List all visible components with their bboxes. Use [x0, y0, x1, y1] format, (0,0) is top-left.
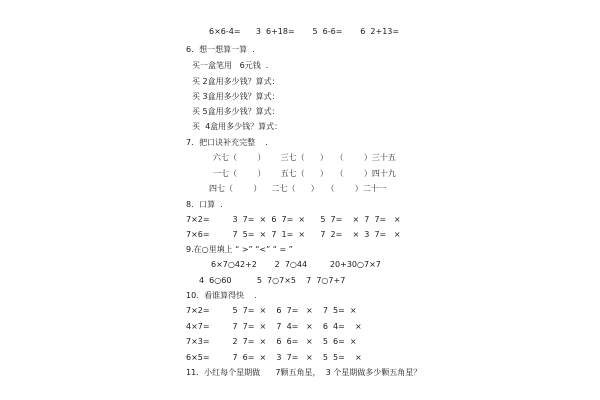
mental-calc-row-1: 7×2= 3 7= × 6 7= × 5 7= × 7 7= × [186, 215, 401, 224]
section-10-heading: 10．看谁算得快 . [186, 291, 257, 300]
problem-line-1: 买一盒笔用 6元钱 . [192, 61, 269, 70]
quick-calc-row-3: 7×3= 2 7= × 6 6= × 5 6= × [186, 337, 357, 346]
compare-row-1: 6×7○42+2 2 7○44 20+30○7×7 [211, 260, 381, 269]
quick-calc-row-2: 4×7= 7 7= × 7 4= × 6 4= × [186, 322, 362, 331]
section-7-heading: 7．把口诀补充完整 . [186, 138, 268, 147]
section-6-heading: 6．想一想算一算 . [186, 45, 255, 54]
problem-line-4: 买 5盒用多少钱？算式： [192, 107, 280, 116]
mental-calc-row-2: 7×6= 7 5= × 7 1= × 7 2= × 3 7= × [186, 230, 401, 239]
section-11-question: 11．小红每个星期做 7颗五角星， 3 个星期做多少颗五角星？ [186, 368, 422, 377]
problem-line-2: 买 2盒用多少钱？算式： [192, 77, 280, 86]
quick-calc-row-4: 6×5= 7 6= × 3 7= × 5 5= × [186, 353, 362, 362]
compare-row-2: 4 6○60 5 7○7×5 7 7○7+7 [199, 276, 346, 285]
problem-line-5: 买 4盒用多少钱？算式： [192, 122, 283, 131]
section-9-heading: 9.在○里填上 “ >” “<” “ = ” [186, 245, 293, 254]
rhyme-row-2: 一七（ ） 五七（ ） （ ）四十九 [213, 169, 396, 178]
calc-row-l1: 6×6-4= 3 6+18= 5 6-6= 6 2+13= [209, 27, 400, 36]
problem-line-3: 买 3盒用多少钱？算式： [192, 92, 280, 101]
quick-calc-row-1: 7×2= 5 7= × 6 7= × 7 5= × [186, 306, 357, 315]
section-8-heading: 8．口算 . [186, 200, 223, 209]
rhyme-row-3: 四七（ ） 二七（ ） （ ）二十一 [209, 184, 387, 193]
rhyme-row-1: 六七（ ） 三七（ ） （ ）三十五 [213, 153, 396, 162]
